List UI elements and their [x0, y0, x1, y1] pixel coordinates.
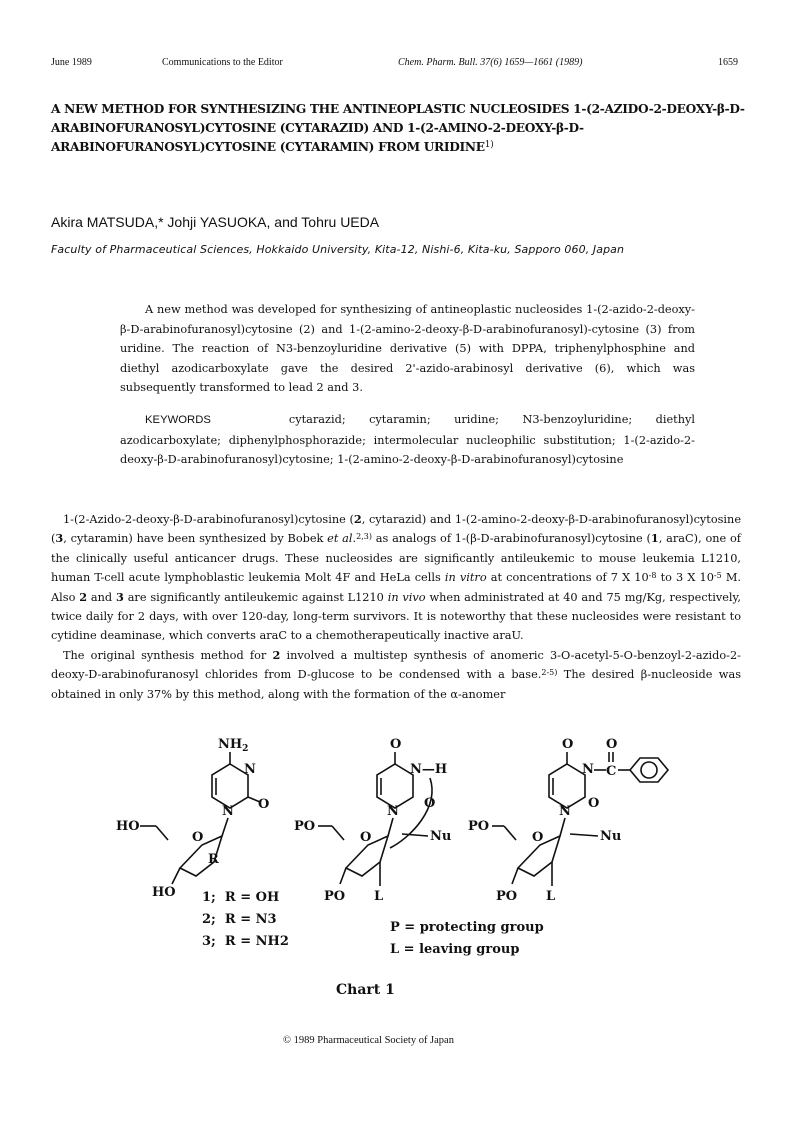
atom-o4c: O [562, 737, 574, 752]
atom-po-c: PO [468, 819, 490, 834]
compound-2: 2; R = N3 [202, 912, 277, 927]
atom-o2b: O [424, 796, 436, 811]
atom-l: L [374, 889, 384, 904]
atom-n1: N [222, 804, 234, 819]
header-page-number: 1659 [718, 57, 738, 68]
atom-o2c: O [588, 796, 600, 811]
atom-n1b: N [387, 804, 399, 819]
keywords [120, 410, 695, 470]
structure-benzoyluridine [468, 737, 668, 904]
legend-protecting-group: P = protecting group [390, 920, 544, 935]
affiliation: Faculty of Pharmaceutical Sciences, Hokkaido University, Kita-12, Nishi-6, Kita-ku, Sapporo 060, Japan [51, 243, 625, 256]
atom-n3c: N [582, 762, 594, 777]
atom-carbonyl-c: C [606, 764, 617, 779]
authors: Akira MATSUDA,* Johji YASUOKA, and Tohru UEDA [51, 214, 380, 230]
keywords-text: cytarazid; cytaramin; uridine; N3-benzoyluridine; diethyl azodicarboxylate; diphenylphosphorazide; intermolecular nucleophilic substitution; 1-(2-azido-2-deoxy-β-D-arabinofuranosyl)cytosine; 1-(2-amino-2-deoxy-β-D-arabinofuranosyl)cytosine [120, 413, 695, 466]
atom-ring-o-b: O [360, 830, 372, 845]
atom-ring-o-c: O [532, 830, 544, 845]
compound-1: 1; R = OH [202, 890, 280, 905]
body-paragraph-2: The original synthesis method for 2 involved a multistep synthesis of anomeric 3-O-acetyl-5-O-benzoyl-2-azido-2-deoxy-D-arabinofuranosyl chlorides from D-glucose to be condensed with a base.$^{2-5)}$ The desired β-nucleoside was obtained in only 37% by this method, along with the formation of the α-anomer [51, 647, 741, 701]
atom-n3: N [244, 762, 256, 777]
legend-leaving-group: L = leaving group [390, 942, 520, 957]
atom-ho3: HO [152, 885, 176, 900]
header-journal: Chem. Pharm. Bull. 37(6) 1659—1661 (1989) [398, 57, 583, 68]
reference-mark: 2,3) [356, 532, 372, 542]
atom-ho5: HO [116, 819, 140, 834]
atom-o4: O [390, 737, 402, 752]
structure-cytosine-nucleoside [116, 737, 269, 900]
atom-nu: Nu [430, 829, 452, 844]
copyright: © 1989 Pharmaceutical Society of Japan [283, 1035, 454, 1046]
atom-nu-c: Nu [600, 829, 622, 844]
chart-label: Chart 1 [336, 982, 395, 998]
header-date: June 1989 [51, 57, 92, 68]
atom-po3-c: PO [496, 889, 518, 904]
compound-3: 3; R = NH2 [202, 934, 289, 949]
atom-carbonyl-o: O [606, 737, 618, 752]
abstract [120, 300, 695, 398]
keywords-label: KEYWORDS [145, 414, 211, 426]
atom-ring-o: O [192, 830, 204, 845]
paper-title [51, 100, 751, 157]
atom-n1c: N [559, 804, 571, 819]
atom-nh: N—H [410, 762, 448, 777]
structure-uridine-activated [294, 737, 451, 904]
chart-1-structures [110, 728, 680, 978]
atom-r: R [208, 852, 219, 867]
atom-l-c: L [546, 889, 556, 904]
title-footnote-mark: 1) [484, 140, 494, 150]
body-text [51, 510, 741, 704]
reference-mark: 2-5) [541, 668, 558, 678]
title-text: A NEW METHOD FOR SYNTHESIZING THE ANTINEOPLASTIC NUCLEOSIDES 1-(2-AZIDO-2-DEOXY-β-D-ARABINOFURANOSYL)CYTOSINE (CYTARAZID) AND 1-(2-AMINO-2-DEOXY-β-D-ARABINOFURANOSYL)CYTOSINE (CYTARAMIN) FROM URIDINE [51, 102, 745, 154]
atom-po3: PO [324, 889, 346, 904]
body-paragraph-1: 1-(2-Azido-2-deoxy-β-D-arabinofuranosyl)cytosine (2, cytarazid) and 1-(2-amino-2-deoxy-β-D-arabinofuranosyl)cytosine (3, cytaramin) have been synthesized by Bobek et al.$^{2,3)}$ as analogs of 1-(β-D-arabinofuranosyl)cytosine (1, araC), one of the clinically useful anticancer drugs. These nucleosides are significantly antileukemic to mouse leukemia L1210, human T-cell acute lymphoblastic leukemia Molt 4F and HeLa cells in vitro at concentrations of 7 X $10^{-8}$ to 3 X $10^{-5}$ M. Also 2 and 3 are significantly antileukemic against L1210 in vivo when administrated at 40 and 75 mg/Kg, respectively, twice daily for 2 days, with over 120-day, long-term survivors. It is noteworthy that these nucleosides were resistant to cytidine deaminase, which converts araC to a chemotherapeutically inactive araU. [51, 512, 742, 643]
header-section: Communications to the Editor [162, 57, 283, 68]
abstract-text: A new method was developed for synthesizing of antineoplastic nucleosides 1-(2-azido-2-deoxy-β-D-arabinofuranosyl)cytosine (2) and 1-(2-amino-2-deoxy-β-D-arabinofuranosyl)-cytosine (3) from uridine. The reaction of N3-benzoyluridine derivative (5) with DPPA, triphenylphosphine and diethyl azodicarboxylate gave the desired 2'-azido-arabinosyl derivative (6), which was subsequently transformed to lead 2 and 3. [120, 303, 695, 394]
atom-po: PO [294, 819, 316, 834]
atom-o2: O [258, 797, 270, 812]
atom-nh2: $NH_2$ [218, 737, 249, 754]
